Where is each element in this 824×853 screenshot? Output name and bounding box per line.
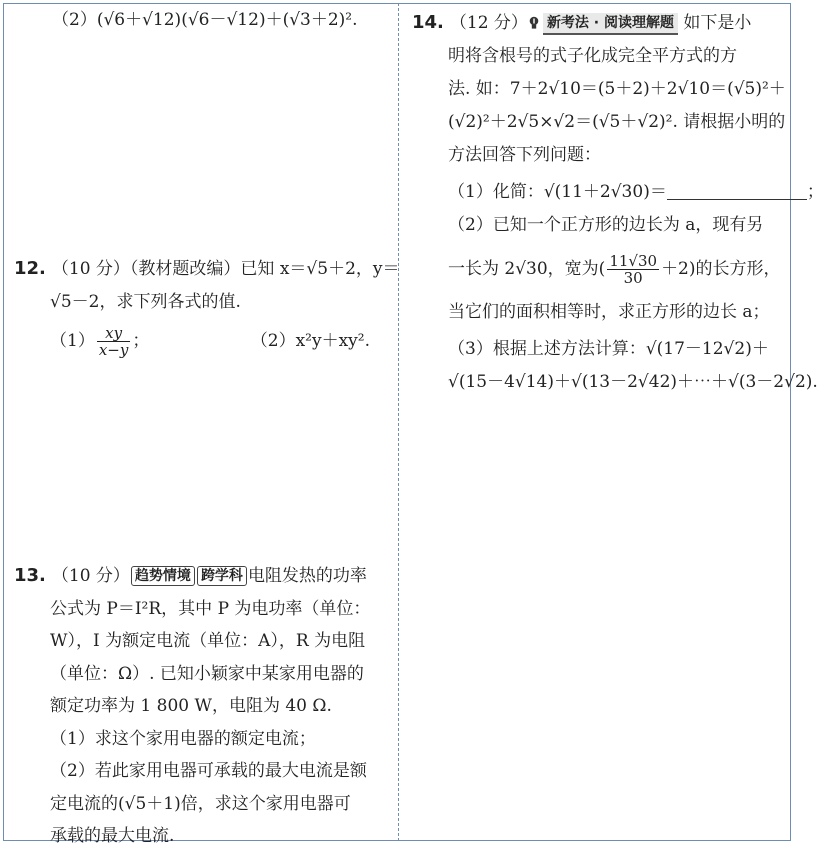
q12-part1-label: （1）	[50, 331, 95, 351]
q14-part2-line2-a: 一长为 2√30，宽为(	[448, 259, 606, 279]
q12-part1-denominator: x−y	[98, 341, 129, 359]
q14-line1-end: 如下是小	[683, 13, 752, 33]
column-divider	[398, 3, 400, 841]
q13-line: 定电流的(√5＋1)倍，求这个家用电器可	[50, 793, 351, 814]
q14-line: 明将含根号的式子化成完全平方式的方	[448, 46, 737, 66]
q14-part2-line2	[412, 242, 784, 296]
q14-part2-line2-b: ＋2)的长方形，	[661, 259, 781, 279]
q14-part1-end: ；	[806, 182, 824, 202]
answer-blank	[667, 179, 807, 200]
q14-part2-fraction	[607, 253, 659, 286]
q13-line: W），I 为额定电流（单位：A），R 为电阻	[50, 631, 366, 651]
q12-part1-fraction	[97, 325, 131, 358]
q14-part1	[412, 176, 824, 209]
q13-tag-cross: 跨学科	[197, 566, 247, 586]
q14-tag: 新考法 · 阅读理解题	[543, 13, 678, 35]
q12-parts	[14, 325, 388, 365]
q14-score: （12 分）	[449, 13, 528, 33]
q12-number: 12.	[14, 258, 46, 279]
q14-part3-line2: √(15－4√14)＋√(13－2√42)＋⋯＋√(3－2√2).	[448, 372, 818, 392]
q12-part2: （2）x²y＋xy².	[250, 331, 370, 351]
lightbulb-icon	[528, 16, 540, 30]
q13-tag-trend: 趋势情境	[131, 566, 195, 586]
q14-part1-text: （1）化简：√(11＋2√30)＝	[448, 182, 667, 202]
q13-line1-end: 电阻发热的功率	[247, 566, 367, 586]
q13-score: （10 分）	[51, 566, 130, 586]
q13-line: （1）求这个家用电器的额定电流；	[50, 728, 316, 749]
q13-line: （单位：Ω）. 已知小颖家中某家用电器的	[50, 663, 364, 684]
q14-part2-numerator: 11√30	[609, 252, 658, 270]
question-13	[14, 560, 388, 853]
question-14	[412, 6, 824, 399]
q12-part1-end: ；	[132, 331, 150, 351]
question-12	[14, 252, 400, 365]
q14-part2-line1: （2）已知一个正方形的边长为 a，现有另	[448, 215, 764, 235]
q13-line: （2）若此家用电器可承载的最大电流是额	[50, 761, 367, 781]
q11-part2	[14, 4, 388, 37]
q11-part2-text: （2）(√6＋√12)(√6－√12)＋(√3＋2)².	[52, 10, 358, 30]
q14-part3-line1: （3）根据上述方法计算：√(17－12√2)＋	[448, 339, 769, 359]
q12-line2: √5－2，求下列各式的值.	[50, 292, 241, 312]
q14-part2-denominator: 30	[623, 269, 643, 287]
q12-part1-numerator: xy	[97, 325, 131, 342]
q13-line: 额定功率为 1 800 W，电阻为 40 Ω.	[50, 696, 332, 716]
q14-line: 法. 如：7＋2√10＝(5＋2)＋2√10＝(√5)²＋	[448, 79, 786, 99]
q14-part2-line3: 当它们的面积相等时，求正方形的边长 a；	[448, 302, 770, 322]
q12-line1: （10 分）（教材题改编）已知 x＝√5＋2，y＝	[51, 259, 400, 279]
q13-line: 公式为 P＝I²R，其中 P 为电功率（单位：	[50, 598, 371, 619]
q14-line: 方法回答下列问题：	[448, 145, 601, 165]
q13-line: 承载的最大电流.	[50, 826, 175, 846]
q14-line: (√2)²＋2√5×√2＝(√5＋√2)². 请根据小明的	[448, 112, 786, 132]
q13-number: 13.	[14, 565, 46, 586]
q14-number: 14.	[412, 12, 444, 33]
